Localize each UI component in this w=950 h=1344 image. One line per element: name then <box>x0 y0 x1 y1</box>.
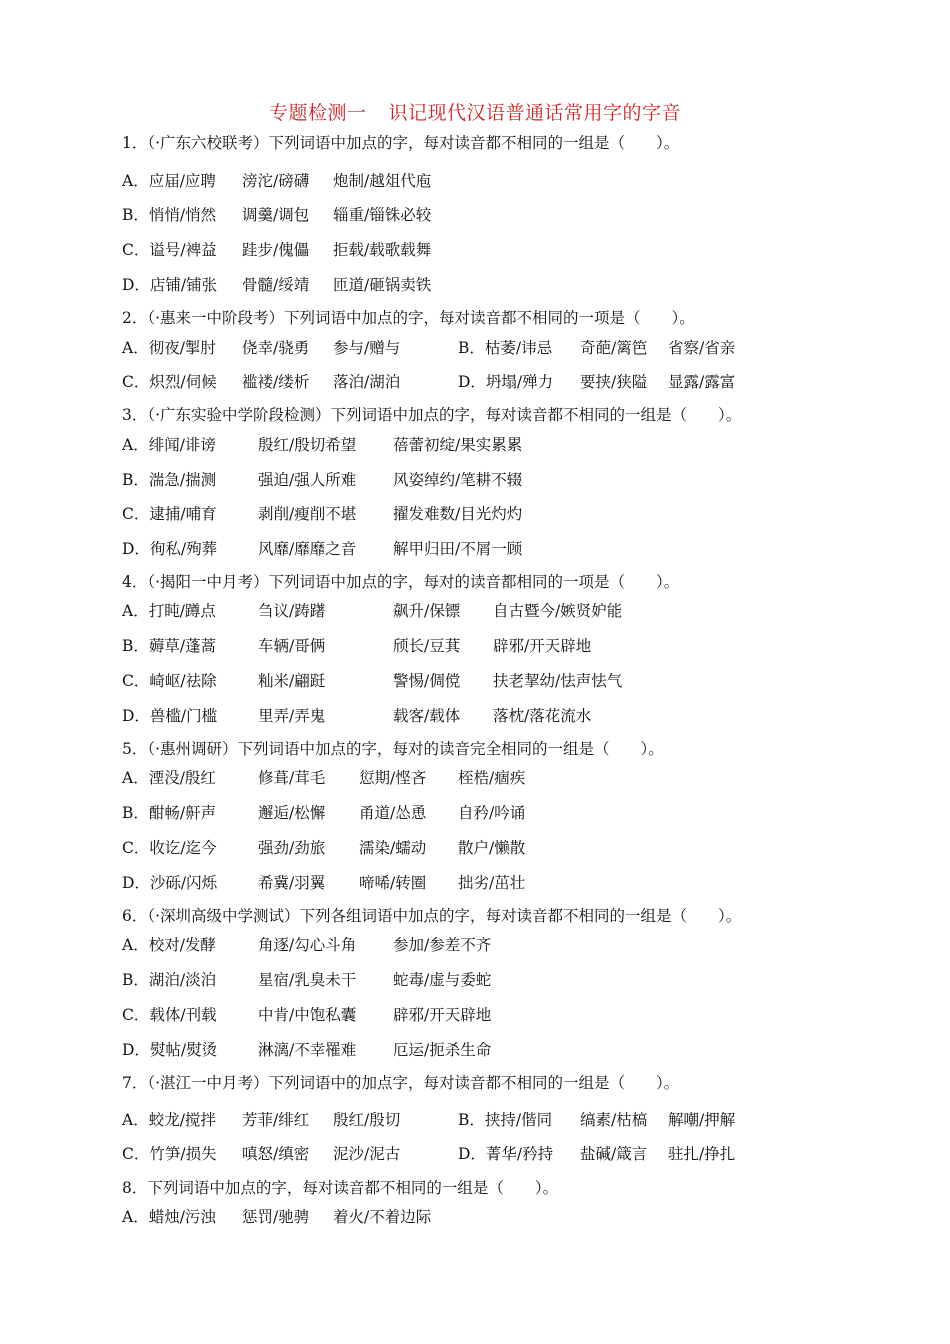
option-segment: 参加/参差不齐 <box>393 936 492 954</box>
option-segment: 淋漓/不幸罹难 <box>258 1041 357 1059</box>
option-segment: D．菁华/矜持 <box>458 1145 554 1163</box>
option-segment: B．挟持/偕同 <box>458 1111 553 1129</box>
option-segment: 盐碱/箴言 <box>580 1145 648 1163</box>
option-segment: C．载体/刊载 <box>122 1006 217 1024</box>
option-segment: 炮制/越俎代庖 <box>333 172 432 190</box>
option-segment: 蛇毒/虚与委蛇 <box>393 971 492 989</box>
option-segment: 蓓蕾初绽/果实累累 <box>393 436 523 454</box>
option-segment: 扶老挈幼/怯声怯气 <box>493 672 623 690</box>
option-segment: 侥幸/骁勇 <box>242 339 310 357</box>
option-segment: 辎重/锱铢必较 <box>333 206 432 224</box>
option-segment: 骨髓/绥靖 <box>242 276 310 294</box>
option-segment: 风姿绰约/笔耕不辍 <box>393 471 523 489</box>
option-segment: 强劲/劲旅 <box>258 839 326 857</box>
option-segment: A．蛟龙/搅拌 <box>122 1111 216 1129</box>
option-segment: 滂沱/磅礴 <box>242 172 310 190</box>
option-segment: 褴褛/缕析 <box>242 373 310 391</box>
option-segment: 濡染/蠕动 <box>359 839 427 857</box>
option-segment: 啼唏/转圈 <box>359 874 427 892</box>
option-segment: 奇葩/篱笆 <box>580 339 648 357</box>
option-segment: C．竹笋/损失 <box>122 1145 217 1163</box>
option-segment: 参与/赠与 <box>333 339 401 357</box>
question-stem: 7．（·湛江一中月考）下列词语中的加点字，每对读音都不相同的一组是（ ）。 <box>122 1074 680 1092</box>
option-segment: A．校对/发酵 <box>122 936 216 954</box>
option-segment: 风靡/靡靡之音 <box>258 540 357 558</box>
option-segment: 桎梏/痼疾 <box>458 769 526 787</box>
option-segment: D．熨帖/熨烫 <box>122 1041 218 1059</box>
option-segment: 驻扎/挣扎 <box>668 1145 736 1163</box>
option-segment: 省察/省亲 <box>668 339 736 357</box>
option-segment: 落枕/落花流水 <box>493 707 592 725</box>
option-segment: 籼米/翩跹 <box>258 672 326 690</box>
option-segment: 载客/载体 <box>393 707 461 725</box>
question-stem: 5．（·惠州调研）下列词语中加点的字，每对的读音完全相同的一组是（ ）。 <box>122 740 664 758</box>
option-segment: A．蜡烛/污浊 <box>122 1208 216 1226</box>
option-segment: C．炽烈/伺候 <box>122 373 217 391</box>
option-segment: 星宿/乳臭未干 <box>258 971 357 989</box>
option-segment: B．薅草/蓬蒿 <box>122 637 217 655</box>
option-segment: 要挟/狭隘 <box>580 373 648 391</box>
question-stem: 3．（·广东实验中学阶段检测）下列词语中加点的字，每对读音都不相同的一组是（ ）。 <box>122 406 742 424</box>
option-segment: 泥沙/泥古 <box>333 1145 401 1163</box>
option-segment: 嗔怒/缜密 <box>242 1145 310 1163</box>
option-segment: 强迫/强人所难 <box>258 471 357 489</box>
option-segment: 拒载/载歌载舞 <box>333 241 432 259</box>
option-segment: 跬步/傀儡 <box>242 241 310 259</box>
option-segment: 辟邪/开天辟地 <box>393 1006 492 1024</box>
question-stem: 1．（·广东六校联考）下列词语中加点的字，每对读音都不相同的一组是（ ）。 <box>122 134 680 152</box>
option-segment: A．彻夜/掣肘 <box>122 339 216 357</box>
option-segment: A．打盹/蹲点 <box>122 602 216 620</box>
option-segment: A．应届/应聘 <box>122 172 216 190</box>
option-segment: 惩罚/驰骋 <box>242 1208 310 1226</box>
option-segment: 剥削/瘦削不堪 <box>258 505 357 523</box>
question-stem: 2．（·惠来一中阶段考）下列词语中加点的字，每对读音都不相同的一项是（ ）。 <box>122 309 695 327</box>
option-segment: 缟素/枯槁 <box>580 1111 648 1129</box>
option-segment: 辟邪/开天辟地 <box>493 637 592 655</box>
question-stem: 8．下列词语中加点的字，每对读音都不相同的一组是（ ）。 <box>122 1179 559 1197</box>
option-segment: 解甲归田/不屑一顾 <box>393 540 523 558</box>
option-segment: 飙升/保镖 <box>393 602 461 620</box>
option-segment: D．沙砾/闪烁 <box>122 874 218 892</box>
option-segment: 邂逅/松懈 <box>258 804 326 822</box>
option-segment: D．徇私/殉葬 <box>122 540 218 558</box>
option-segment: B．悄悄/悄然 <box>122 206 217 224</box>
question-stem: 4．（·揭阳一中月考）下列词语中加点的字，每对的读音都相同的一项是（ ）。 <box>122 573 680 591</box>
question-stem: 6．（·深圳高级中学测试）下列各组词语中加点的字，每对读音都不相同的一组是（ ）。 <box>122 907 742 925</box>
option-segment: 解嘲/押解 <box>668 1111 736 1129</box>
option-segment: 厄运/扼杀生命 <box>393 1041 492 1059</box>
option-segment: 希冀/羽翼 <box>258 874 326 892</box>
option-segment: 中肯/中饱私囊 <box>258 1006 357 1024</box>
option-segment: 刍议/踌躇 <box>258 602 326 620</box>
title-part2: 识记现代汉语普通话常用字的字音 <box>388 102 682 124</box>
option-segment: 自古暨今/嫉贤妒能 <box>493 602 623 620</box>
option-segment: 里弄/弄鬼 <box>258 707 326 725</box>
option-segment: 着火/不着边际 <box>333 1208 432 1226</box>
option-segment: 殷红/殷切 <box>333 1111 401 1129</box>
option-segment: 散户/懒散 <box>458 839 526 857</box>
option-segment: A．湮没/殷红 <box>122 769 216 787</box>
option-segment: B．枯萎/讳忌 <box>458 339 553 357</box>
option-segment: 调羹/调包 <box>242 206 310 224</box>
option-segment: 拙劣/茁壮 <box>458 874 526 892</box>
option-segment: B．湖泊/淡泊 <box>122 971 217 989</box>
option-segment: 显露/露富 <box>668 373 736 391</box>
option-segment: 擢发难数/目光灼灼 <box>393 505 523 523</box>
option-segment: 角逐/勾心斗角 <box>258 936 357 954</box>
title-part1: 专题检测一 <box>268 102 367 124</box>
option-segment: C．谥号/裨益 <box>122 241 217 259</box>
option-segment: C．收讫/迄今 <box>122 839 217 857</box>
option-segment: 匝道/砸锅卖铁 <box>333 276 432 294</box>
option-segment: D．坍塌/殚力 <box>458 373 554 391</box>
option-segment: 警惕/倜傥 <box>393 672 461 690</box>
option-segment: 车辆/哥俩 <box>258 637 326 655</box>
option-segment: D．兽槛/门槛 <box>122 707 218 725</box>
page-title <box>0 98 950 125</box>
option-segment: B．酣畅/鼾声 <box>122 804 217 822</box>
option-segment: 芳菲/绯红 <box>242 1111 310 1129</box>
option-segment: B．湍急/揣测 <box>122 471 217 489</box>
option-segment: 颀长/豆萁 <box>393 637 461 655</box>
option-segment: C．崎岖/祛除 <box>122 672 217 690</box>
option-segment: 修葺/茸毛 <box>258 769 326 787</box>
option-segment: 甬道/怂恿 <box>359 804 427 822</box>
option-segment: 殷红/殷切希望 <box>258 436 357 454</box>
option-segment: A．绯闻/诽谤 <box>122 436 216 454</box>
option-segment: C．逮捕/哺育 <box>122 505 217 523</box>
option-segment: 落泊/湖泊 <box>333 373 401 391</box>
option-segment: D．店铺/铺张 <box>122 276 218 294</box>
option-segment: 愆期/悭吝 <box>359 769 427 787</box>
option-segment: 自矜/吟诵 <box>458 804 526 822</box>
